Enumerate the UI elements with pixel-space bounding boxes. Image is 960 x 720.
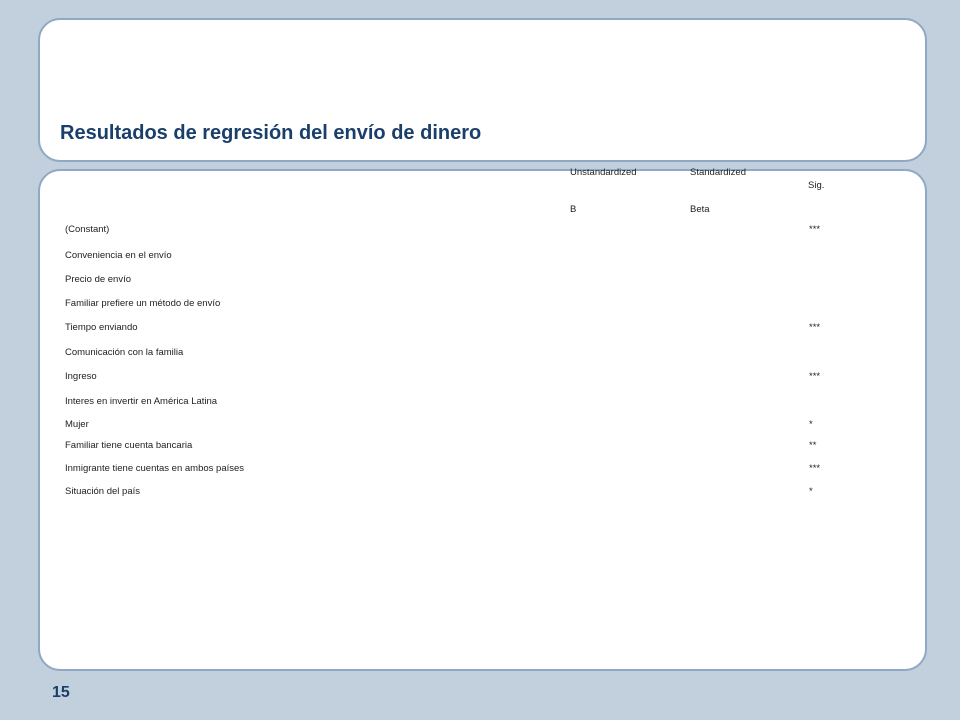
header-unstandardized-line1: Unstandardized bbox=[570, 167, 637, 178]
header-b: B bbox=[570, 204, 577, 215]
row-label: Comunicación con la familia bbox=[65, 347, 184, 358]
row-label: Inmigrante tiene cuentas en ambos países bbox=[65, 463, 245, 474]
row-label: Mujer bbox=[65, 419, 89, 430]
header-beta: Beta bbox=[690, 204, 710, 215]
row-sig-value: *** bbox=[809, 224, 821, 235]
row-label: Familiar tiene cuenta bancaria bbox=[65, 440, 193, 451]
row-sig-value: ** bbox=[809, 440, 817, 451]
row-label: Precio de envío bbox=[65, 274, 132, 285]
page-number: 15 bbox=[52, 684, 70, 701]
header-standardized-line1: Standardized bbox=[690, 167, 746, 178]
header-sig: Sig. bbox=[808, 180, 825, 191]
row-sig-value: * bbox=[809, 419, 813, 430]
row-sig-value: *** bbox=[809, 463, 821, 474]
row-label: Situación del país bbox=[65, 486, 140, 497]
row-label: Tiempo enviando bbox=[65, 322, 138, 333]
row-label: Familiar prefiere un método de envío bbox=[65, 298, 221, 309]
row-label: (Constant) bbox=[65, 224, 110, 235]
row-sig-value: * bbox=[809, 486, 813, 497]
row-sig-value: *** bbox=[809, 322, 821, 333]
row-label: Conveniencia en el envío bbox=[65, 250, 172, 261]
content-panel bbox=[38, 169, 927, 671]
row-label: Interes en invertir en América Latina bbox=[65, 396, 218, 407]
title-panel bbox=[38, 18, 927, 162]
row-label: Ingreso bbox=[65, 371, 97, 382]
slide-title: Resultados de regresión del envío de dinero bbox=[60, 122, 482, 144]
row-sig-value: *** bbox=[809, 371, 821, 382]
